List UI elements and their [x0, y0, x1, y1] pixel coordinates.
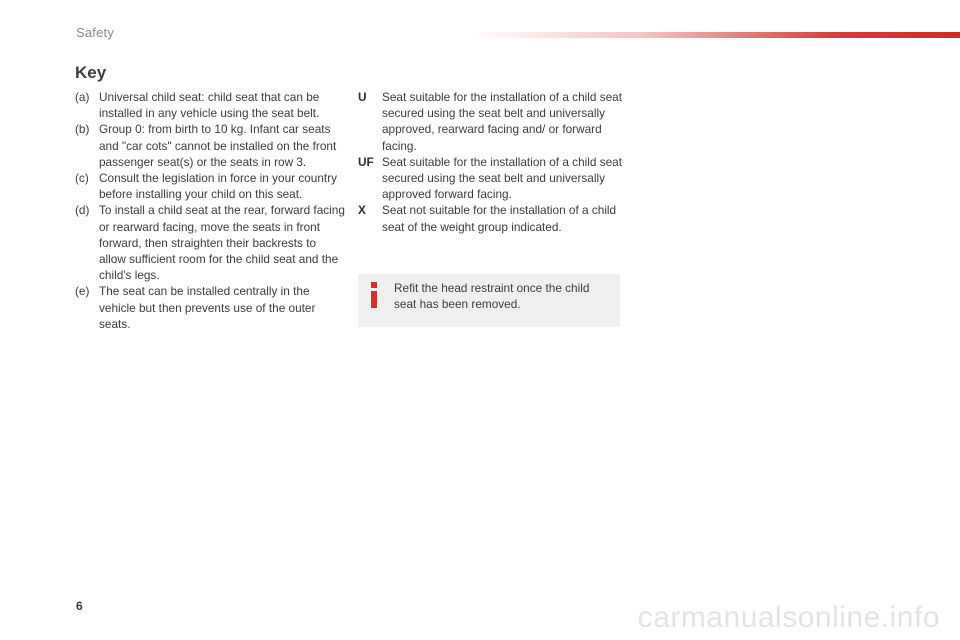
note-text: To install a child seat at the rear, forward facing or rearward facing, move the seats in front forward, then straighten their backrests to allow sufficient room for the child seat and the child's legs. — [99, 203, 345, 283]
note-marker: (d) — [75, 203, 90, 218]
code-item — [358, 202, 623, 234]
notes-list — [75, 89, 345, 332]
code-label: UF — [358, 154, 374, 169]
note-marker: (b) — [75, 122, 90, 137]
note-item — [75, 89, 345, 121]
watermark: carmanualsonline.info — [637, 601, 940, 634]
note-marker: (e) — [75, 284, 90, 299]
note-marker: (a) — [75, 90, 90, 104]
note-text: Universal child seat: child seat that can be installed in any vehicle using the seat belt. — [99, 90, 320, 121]
note-text: Group 0: from birth to 10 kg. Infant car seats and "car cots" cannot be installed on the front passenger seat(s) or the seats in row 3. — [99, 122, 337, 169]
page-number: 6 — [76, 599, 83, 613]
info-text: Refit the head restraint once the child seat has been removed. — [394, 281, 590, 312]
header-rule — [470, 32, 960, 38]
code-text: Seat not suitable for the installation of a child seat of the weight group indicated. — [382, 203, 617, 234]
note-text: Consult the legislation in force in your country before installing your child on this seat. — [99, 171, 338, 202]
code-item — [358, 154, 623, 203]
code-label: U — [358, 90, 367, 104]
note-text: The seat can be installed centrally in the vehicle but then prevents use of the outer seats. — [99, 284, 316, 331]
code-text: Seat suitable for the installation of a child seat secured using the seat belt and universally approved forward facing. — [382, 154, 623, 202]
note-item — [75, 283, 345, 332]
code-text: Seat suitable for the installation of a child seat secured using the seat belt and universally approved, rearward facing and/ or forward facing. — [382, 90, 623, 153]
info-icon — [367, 282, 381, 308]
key-title: Key — [75, 63, 107, 82]
note-item — [75, 121, 345, 170]
code-label: X — [358, 203, 366, 218]
note-marker: (c) — [75, 171, 89, 186]
info-box — [358, 274, 620, 327]
note-item — [75, 170, 345, 202]
section-header: Safety — [76, 25, 115, 40]
note-item — [75, 202, 345, 283]
code-item — [358, 89, 623, 154]
codes-list — [358, 89, 623, 235]
